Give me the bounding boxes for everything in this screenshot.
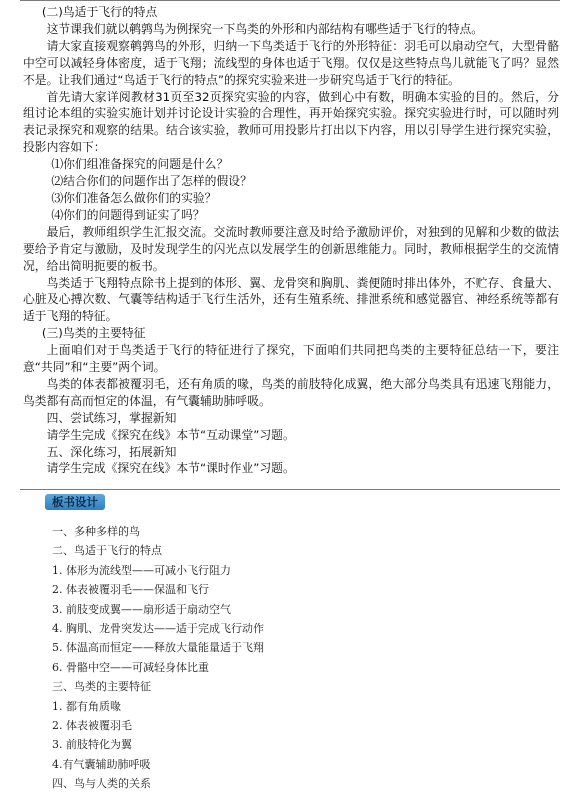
board-line: 3. 前肢变成翼——扇形适于扇动空气	[52, 602, 231, 616]
board-design-title: 板书设计	[45, 494, 105, 510]
paragraph-intro: 这节课我们就以鹌鹑鸟为例探究一下鸟类的外形和内部结构有哪些适于飞行的特点。	[46, 21, 484, 36]
paragraph-experiment: 首先请大家详阅教材31页至32页探究实验的内容，做到心中有数，明确本实验的目的。然后，分组讨论本组的实验实施计划并讨论设计实验的合理性，再开始探究实验。探究实验进行时，可以随时列表记录探究和观察的结果。结合该实验，教师可用投影片打出以下内容，用以引导学生进行探究实验，投影内容如下：	[23, 89, 559, 155]
section-heading-deepen: 五、深化练习，拓展新知	[46, 444, 177, 459]
question-4: ⑷你们的问题得到证实了吗？	[51, 207, 205, 222]
board-line: 1. 都有角质喙	[52, 699, 121, 713]
board-line: 4.有气囊辅助肺呼吸	[52, 757, 151, 771]
section-heading-main-features: (三)鸟类的主要特征	[41, 326, 146, 341]
paragraph-report: 最后，教师组织学生汇报交流。交流时教师要注意及时给予激励评价，对独到的见解和少数的做法要给予肯定与激励，及时发现学生的闪光点以发展学生的创新思维能力。同时，教师根据学生的交流情况，给出简明扼要的板书。	[23, 224, 559, 273]
question-3: ⑶你们准备怎么做你们的实验？	[51, 190, 217, 205]
board-line: 2. 体表被覆羽毛	[52, 719, 132, 733]
board-line: 1. 体形为流线型——可减小飞行阻力	[52, 563, 231, 577]
section-heading-flight: (二)鸟适于飞行的特点	[41, 5, 158, 19]
board-line: 三、鸟类的主要特征	[52, 680, 151, 694]
divider-rule	[20, 489, 560, 490]
question-2: ⑵结合你们的问题作出了怎样的假设？	[51, 174, 252, 189]
paragraph-features: 鸟类适于飞翔特点除书上提到的体形、翼、龙骨突和胸肌、粪便随时排出体外，不贮存、食量大、心脏及心搏次数、气囊等结构适于飞行生活外，还有生殖系统、排泄系统和感觉器官、神经系统等都有适于飞翔的特征。	[23, 275, 559, 324]
question-1: ⑴你们组准备探究的问题是什么？	[51, 157, 229, 172]
section-heading-practice: 四、尝试练习，掌握新知	[46, 410, 177, 425]
board-line: 5. 体温高而恒定——释放大量能量适于飞翔	[52, 641, 264, 655]
board-line: 6. 骨骼中空——可减轻身体比重	[52, 660, 209, 674]
task-interactive: 请学生完成《探究在线》本节“互动课堂”习题。	[46, 427, 295, 442]
paragraph-observe: 请大家直接观察鹌鹑鸟的外形，归纳一下鸟类适于飞行的外形特征：羽毛可以扇动空气，大型骨骼中空可以减轻身体密度，适于飞翔；流线型的身体也适于飞翔。仅仅是这些特点鸟儿就能飞了吗？显然不是。让我们通过“鸟适于飞行的特点”的探究实验来进一步研究鸟适于飞行的特征。	[23, 38, 559, 87]
board-line: 2. 体表被覆羽毛——保温和飞行	[52, 583, 209, 597]
paragraph-summary: 上面咱们对于鸟类适于飞行的特征进行了探究，下面咱们共同把鸟类的主要特征总结一下，要注意“共同”和“主要”两个词。	[23, 343, 559, 375]
board-line: 四、鸟与人类的关系	[52, 777, 151, 791]
top-rule	[20, 0, 560, 1]
board-line: 4. 胸肌、龙骨突发达——适于完成飞行动作	[52, 622, 264, 636]
board-line: 一、多种多样的鸟	[52, 525, 140, 538]
board-design-list	[52, 522, 552, 794]
board-line: 3. 前肢特化为翼	[52, 738, 132, 752]
lesson-text	[23, 4, 559, 477]
board-line: 二、鸟适于飞行的特点	[52, 544, 162, 558]
paragraph-bird-traits: 鸟类的体表都被覆羽毛，还有角质的喙，鸟类的前肢特化成翼，绝大部分鸟类具有迅速飞翔能力，鸟类都有高而恒定的体温，有气囊辅助肺呼吸。	[23, 376, 559, 408]
task-homework: 请学生完成《探究在线》本节“课时作业”习题。	[46, 461, 295, 476]
